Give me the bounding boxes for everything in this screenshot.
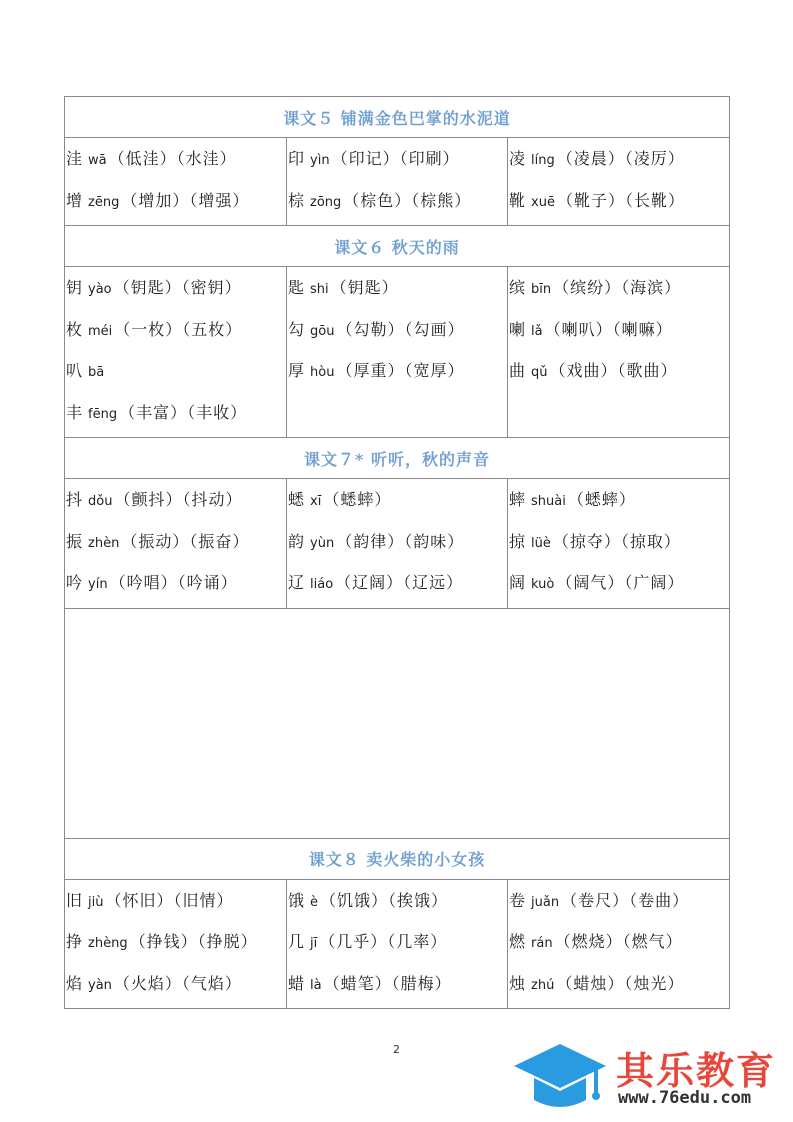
vocab-pinyin: hòu — [310, 365, 335, 380]
vocab-words: （印记）（印刷） — [331, 149, 460, 168]
vocab-character: 靴 — [509, 190, 526, 210]
vocab-character: 丰 — [66, 402, 83, 422]
vocab-entry — [509, 925, 729, 967]
vocab-words: （几乎）（几率） — [319, 932, 448, 951]
vocab-words: （低洼）（水洼） — [108, 149, 237, 168]
vocab-pinyin: zhèn — [88, 535, 120, 551]
vocab-words: （蟋蟀） — [567, 490, 636, 509]
vocab-column — [508, 267, 730, 438]
vocab-words: （喇叭）（喇嘛） — [544, 319, 673, 339]
vocab-character: 饿 — [288, 890, 305, 910]
vocab-character: 燃 — [509, 932, 526, 951]
vocab-entry — [509, 313, 729, 355]
vocab-words: （凌晨）（凌厉） — [556, 149, 685, 168]
vocab-character: 蟋 — [288, 490, 305, 509]
vocab-words: （颤抖）（抖动） — [114, 490, 243, 509]
vocab-character: 卷 — [509, 890, 526, 910]
vocab-words: （蟋蟀） — [323, 490, 392, 509]
vocab-words: （增加）（增强） — [121, 190, 250, 210]
vocab-entry — [288, 566, 507, 608]
blank-cell — [65, 608, 730, 838]
vocab-entry — [66, 271, 286, 313]
vocab-column — [287, 267, 508, 438]
vocab-words: （辽阔）（辽远） — [335, 573, 464, 592]
lesson-header-row — [65, 838, 730, 879]
vocab-column — [65, 879, 287, 1009]
vocab-character: 棕 — [288, 190, 305, 210]
vocab-words: （棕色）（棕熊） — [343, 190, 472, 210]
vocab-words: （一枚）（五枚） — [114, 319, 243, 339]
vocab-pinyin: yìn — [310, 153, 330, 168]
vocab-entry — [66, 142, 286, 184]
vocab-character: 抖 — [66, 490, 83, 509]
vocab-entry — [66, 483, 286, 525]
vocab-character: 挣 — [66, 932, 83, 951]
vocab-entry — [288, 884, 507, 926]
vocab-character: 吟 — [66, 573, 83, 592]
vocab-pinyin: shi — [310, 282, 329, 297]
vocab-entry — [66, 313, 286, 355]
vocab-character: 厚 — [288, 361, 305, 380]
vocab-words: （丰富）（丰收） — [119, 402, 248, 422]
vocab-words: （缤纷）（海滨） — [553, 278, 682, 297]
vocab-entry — [509, 271, 729, 313]
vocab-character: 枚 — [66, 319, 83, 339]
vocab-pinyin: juǎn — [531, 894, 560, 910]
vocab-character: 喇 — [509, 319, 526, 339]
vocab-entry — [66, 925, 286, 967]
vocab-entry — [288, 184, 507, 226]
vocab-character: 阔 — [509, 573, 526, 592]
vocab-pinyin: yào — [88, 282, 112, 297]
vocab-words: （吟唱）（吟诵） — [109, 573, 238, 592]
vocab-words: （勾勒）（勾画） — [336, 319, 465, 339]
vocab-pinyin: bīn — [531, 282, 552, 297]
vocab-pinyin: kuò — [531, 577, 555, 592]
vocab-pinyin: liáo — [310, 577, 334, 592]
vocab-words: （钥匙）（密钥） — [113, 278, 242, 297]
vocab-words: （韵律）（韵味） — [336, 531, 465, 551]
vocab-pinyin: zēng — [88, 194, 120, 210]
lesson-title: 课文８ 卖火柴的小女孩 — [65, 838, 730, 879]
lesson-header-row — [65, 226, 730, 267]
lesson-body-row — [65, 879, 730, 1009]
vocab-pinyin: fēng — [88, 406, 118, 422]
vocab-entry — [288, 271, 507, 313]
vocab-character: 钥 — [66, 278, 83, 297]
vocab-words: （钥匙） — [330, 278, 399, 297]
brand-logo — [510, 1036, 790, 1116]
vocab-entry — [66, 525, 286, 567]
vocab-entry — [66, 184, 286, 226]
vocab-pinyin: gōu — [310, 323, 335, 339]
vocab-entry — [288, 967, 507, 1009]
lesson-body-row — [65, 267, 730, 438]
vocab-words: （饥饿）（挨饿） — [320, 890, 449, 910]
vocab-entry — [509, 884, 729, 926]
vocab-pinyin: yàn — [88, 977, 112, 993]
vocab-entry — [509, 184, 729, 226]
vocab-entry — [288, 354, 507, 396]
vocab-entry — [509, 142, 729, 184]
vocab-column — [508, 138, 730, 226]
vocab-pinyin: líng — [531, 153, 555, 168]
vocab-words: （卷尺）（卷曲） — [561, 890, 690, 910]
vocab-pinyin: jiù — [88, 894, 104, 910]
vocab-entry — [66, 884, 286, 926]
vocab-pinyin: è — [310, 894, 319, 910]
vocab-character: 勾 — [288, 319, 305, 339]
vocab-entry — [66, 566, 286, 608]
vocab-column — [65, 138, 287, 226]
vocab-pinyin: yín — [88, 577, 108, 592]
vocab-pinyin: xuē — [531, 194, 555, 210]
vocab-words: （靴子）（长靴） — [556, 190, 685, 210]
vocab-words: （蜡烛）（烛光） — [556, 973, 685, 993]
vocab-entry — [509, 483, 729, 525]
vocab-character: 曲 — [509, 361, 526, 380]
vocab-entry — [509, 566, 729, 608]
vocab-pinyin: lüè — [531, 535, 551, 551]
vocab-character: 旧 — [66, 890, 83, 910]
page-number: 2 — [393, 1043, 400, 1056]
vocab-column — [65, 479, 287, 609]
vocab-character: 烛 — [509, 973, 526, 993]
vocab-column — [65, 267, 287, 438]
vocab-entry — [509, 525, 729, 567]
vocab-character: 蟀 — [509, 490, 526, 509]
vocab-pinyin: rán — [531, 936, 553, 951]
vocab-entry — [66, 396, 286, 438]
vocab-column — [508, 479, 730, 609]
vocab-entry — [288, 142, 507, 184]
vocab-entry — [288, 483, 507, 525]
vocab-character: 叭 — [66, 361, 83, 380]
vocab-entry — [288, 313, 507, 355]
vocab-pinyin: zōng — [310, 194, 342, 210]
vocab-entry — [288, 525, 507, 567]
vocab-pinyin: méi — [88, 323, 113, 339]
vocab-pinyin: jī — [310, 936, 318, 951]
brand-url: www.76edu.com — [618, 1088, 752, 1108]
vocab-character: 蜡 — [288, 973, 305, 993]
vocab-words: （振动）（振奋） — [121, 531, 250, 551]
vocab-column — [508, 879, 730, 1009]
vocab-character: 增 — [66, 190, 83, 210]
vocab-entry — [509, 354, 729, 396]
vocab-character: 匙 — [288, 278, 305, 297]
vocab-pinyin: dǒu — [88, 494, 113, 509]
vocab-character: 振 — [66, 531, 83, 551]
lesson-title: 课文６ 秋天的雨 — [65, 226, 730, 267]
vocab-pinyin: xī — [310, 494, 322, 509]
lesson-header-row — [65, 438, 730, 479]
blank-row — [65, 608, 730, 838]
lesson-body-row — [65, 138, 730, 226]
vocab-entry — [66, 354, 286, 396]
vocab-pinyin: bā — [88, 365, 105, 380]
graduation-cap-icon — [510, 1036, 614, 1116]
vocab-pinyin: shuài — [531, 494, 566, 509]
lesson-header-row — [65, 97, 730, 138]
vocab-words: （挣钱）（挣脱） — [129, 932, 258, 951]
vocab-words: （掠夺）（掠取） — [552, 531, 681, 551]
brand-name: 其乐教育 — [616, 1049, 777, 1093]
lesson-title: 课文７* 听听，秋的声音 — [65, 438, 730, 479]
vocab-character: 掠 — [509, 531, 526, 551]
vocab-words: （戏曲）（歌曲） — [549, 361, 678, 380]
vocab-words: （怀旧）（旧情） — [105, 890, 234, 910]
vocab-character: 韵 — [288, 531, 305, 551]
lesson-body-row — [65, 479, 730, 609]
vocab-entry — [288, 925, 507, 967]
vocab-pinyin: yùn — [310, 535, 335, 551]
vocab-pinyin: là — [310, 977, 322, 993]
vocab-character: 凌 — [509, 149, 526, 168]
vocab-pinyin: qǔ — [531, 365, 548, 380]
lesson-title: 课文５ 铺满金色巴掌的水泥道 — [65, 97, 730, 138]
vocab-words: （蜡笔）（腊梅） — [323, 973, 452, 993]
vocab-words: （阔气）（广阔） — [556, 573, 685, 592]
vocab-table — [64, 96, 730, 1009]
vocab-words: （火焰）（气焰） — [113, 973, 242, 993]
vocab-column — [287, 138, 508, 226]
vocab-character: 几 — [288, 932, 305, 951]
vocab-column — [287, 479, 508, 609]
vocab-character: 洼 — [66, 149, 83, 168]
vocab-pinyin: wā — [88, 153, 107, 168]
vocab-character: 辽 — [288, 573, 305, 592]
vocab-pinyin: zhèng — [88, 936, 128, 951]
vocab-words: （燃烧）（燃气） — [554, 932, 683, 951]
vocab-character: 印 — [288, 149, 305, 168]
vocab-character: 缤 — [509, 278, 526, 297]
vocab-entry — [509, 967, 729, 1009]
vocab-pinyin: zhú — [531, 977, 555, 993]
vocab-pinyin: lǎ — [531, 323, 543, 339]
vocab-entry — [66, 967, 286, 1009]
vocab-character: 焰 — [66, 973, 83, 993]
vocab-column — [287, 879, 508, 1009]
vocab-words: （厚重）（宽厚） — [336, 361, 465, 380]
